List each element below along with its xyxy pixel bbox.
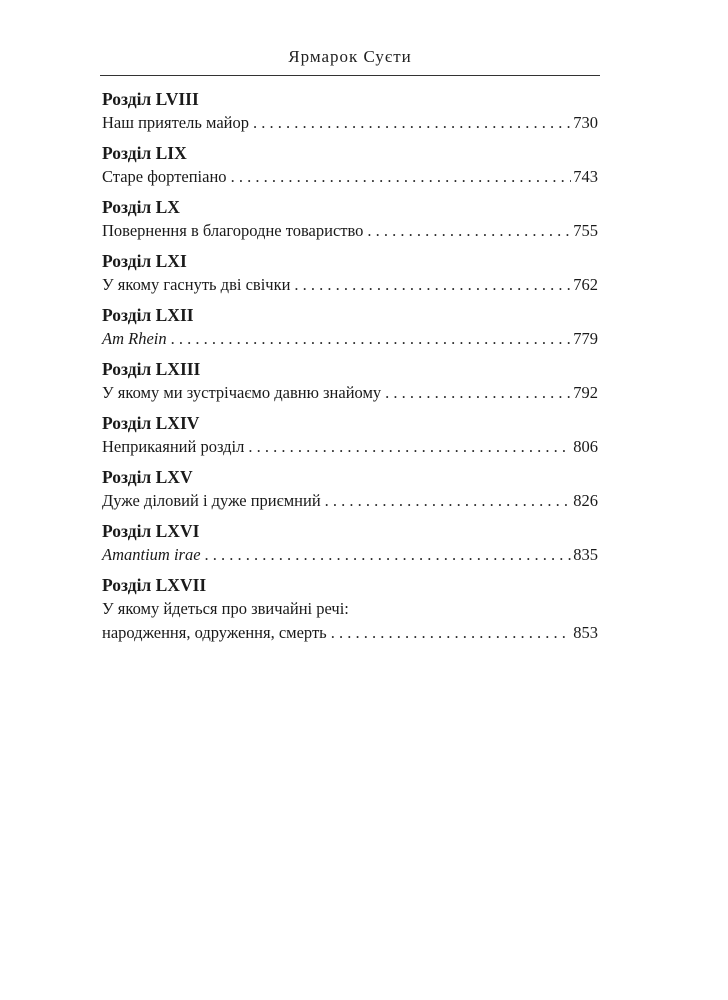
toc-leader-line <box>102 165 598 189</box>
chapter-label: Розділ LXV <box>102 467 193 487</box>
toc-entry <box>102 354 598 405</box>
dot-leader <box>244 435 571 459</box>
chapter-label: Розділ LIX <box>102 143 187 163</box>
toc-entry <box>102 300 598 351</box>
toc-entry <box>102 570 598 645</box>
page-number: 806 <box>573 437 598 456</box>
page-number: 779 <box>573 329 598 348</box>
dot-leader <box>201 543 572 567</box>
header-rule <box>100 75 600 76</box>
toc-entry <box>102 138 598 189</box>
toc-entry <box>102 246 598 297</box>
chapter-label: Розділ LXVII <box>102 575 207 595</box>
chapter-title: народження, одруження, смерть <box>102 623 327 642</box>
dot-leader <box>227 165 572 189</box>
toc-leader-line <box>102 219 598 243</box>
chapter-title: Amantium irae <box>102 545 201 564</box>
toc-entry <box>102 516 598 567</box>
toc-leader-line <box>102 273 598 297</box>
toc-entry <box>102 408 598 459</box>
chapter-label: Розділ LX <box>102 197 180 217</box>
page-number: 755 <box>573 221 598 240</box>
toc-leader-line <box>102 489 598 513</box>
chapter-title: Неприкаяний розділ <box>102 437 245 456</box>
chapter-title: Am Rhein <box>102 329 167 348</box>
dot-leader <box>363 219 571 243</box>
chapter-label: Розділ LXIII <box>102 359 201 379</box>
dot-leader <box>321 489 572 513</box>
dot-leader <box>249 111 571 135</box>
chapter-title: У якому ми зустрічаємо давню знайому <box>102 383 382 402</box>
chapter-title: Повернення в благородне товариство <box>102 221 364 240</box>
page-number: 762 <box>573 275 598 294</box>
toc-entry <box>102 84 598 135</box>
dot-leader <box>290 273 571 297</box>
chapter-label: Розділ LXII <box>102 305 194 325</box>
toc-leader-line <box>102 435 598 459</box>
toc-leader-line <box>102 543 598 567</box>
chapter-title: У якому гаснуть дві свічки <box>102 275 291 294</box>
page-number: 853 <box>573 623 598 642</box>
chapter-label: Розділ LVIII <box>102 89 199 109</box>
chapter-title: Наш приятель майор <box>102 113 249 132</box>
page-number: 792 <box>573 383 598 402</box>
chapter-title: Старе фортепіано <box>102 167 227 186</box>
chapter-title: Дуже діловий і дуже приємний <box>102 491 321 510</box>
running-header: Ярмарок Суєти <box>288 47 412 66</box>
page-number: 826 <box>573 491 598 510</box>
page-number: 743 <box>573 167 598 186</box>
toc-leader-line <box>102 621 598 645</box>
table-of-contents <box>102 84 598 648</box>
chapter-label: Розділ LXIV <box>102 413 200 433</box>
page-number: 835 <box>573 545 598 564</box>
page-number: 730 <box>573 113 598 132</box>
dot-leader <box>327 621 572 645</box>
toc-leader-line <box>102 381 598 405</box>
toc-leader-line <box>102 327 598 351</box>
dot-leader <box>167 327 572 351</box>
dot-leader <box>381 381 571 405</box>
toc-entry <box>102 192 598 243</box>
toc-entry <box>102 462 598 513</box>
chapter-label: Розділ LXI <box>102 251 187 271</box>
chapter-title-line: У якому йдеться про звичайні речі: <box>102 599 349 618</box>
chapter-label: Розділ LXVI <box>102 521 200 541</box>
toc-leader-line <box>102 111 598 135</box>
